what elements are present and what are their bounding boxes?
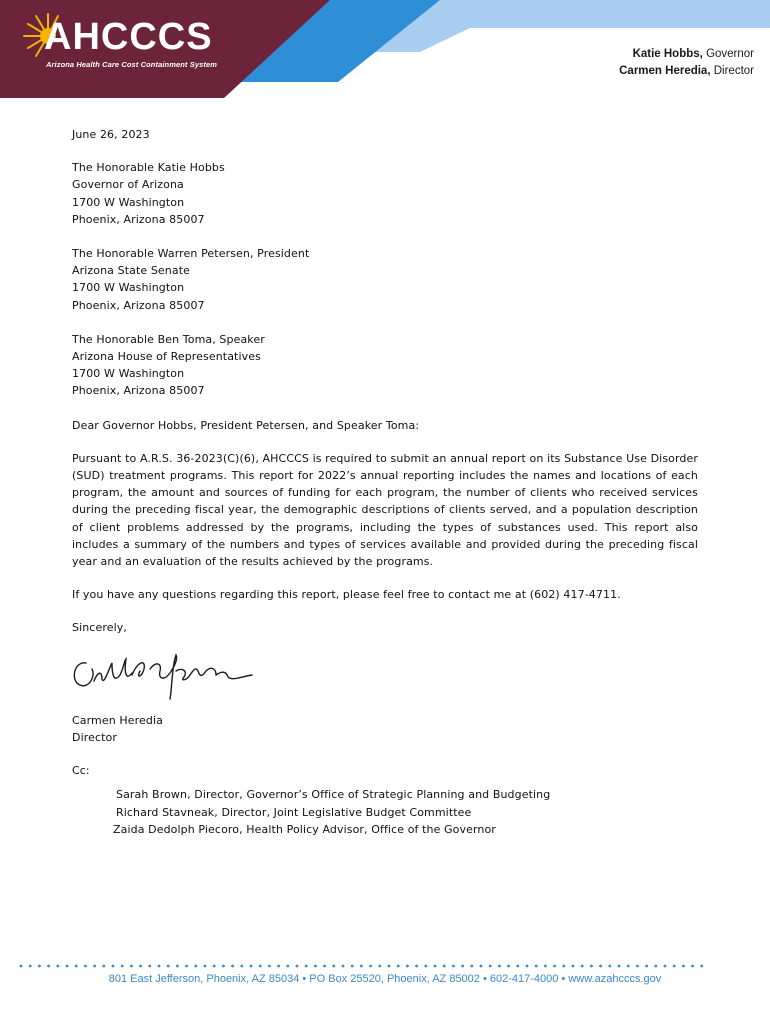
address-line: 1700 W Washington xyxy=(72,195,185,209)
footer-dot xyxy=(654,965,657,968)
footer-dot xyxy=(268,965,271,968)
footer-dot xyxy=(452,965,455,968)
footer-dot xyxy=(323,965,326,968)
footer-dot xyxy=(618,965,621,968)
governor-name: Katie Hobbs, xyxy=(632,48,703,60)
director-title: Director xyxy=(713,65,754,77)
footer-dot xyxy=(121,965,124,968)
footer-dot xyxy=(47,965,50,968)
footer-dot xyxy=(535,965,538,968)
footer-dot xyxy=(636,965,639,968)
handwritten-signature xyxy=(66,641,256,703)
footer-dot xyxy=(553,965,556,968)
cc-list xyxy=(113,786,698,838)
footer-dot xyxy=(130,965,133,968)
footer-dot xyxy=(20,965,23,968)
footer-dot xyxy=(204,965,207,968)
footer-dot xyxy=(489,965,492,968)
footer-dot xyxy=(286,965,289,968)
address-line: 1700 W Washington xyxy=(72,281,185,295)
footer-dot xyxy=(691,965,694,968)
footer-dot xyxy=(167,965,170,968)
footer-address: 801 East Jefferson, Phoenix, AZ 85034 • PO Box 25520, Phoenix, AZ 85002 • 602-417-4000 • www.azahcccs.gov xyxy=(108,973,662,985)
contact-paragraph: If you have any questions regarding this report, please feel free to contact me at (602) 417-4711. xyxy=(72,588,621,602)
address-line: Arizona State Senate xyxy=(72,264,190,278)
footer-dot xyxy=(250,965,253,968)
footer-dot xyxy=(369,965,372,968)
footer-dot xyxy=(516,965,519,968)
footer-dot xyxy=(158,965,161,968)
footer-dot xyxy=(599,965,602,968)
footer-dot xyxy=(222,965,225,968)
official-director xyxy=(619,63,754,80)
footer-dot xyxy=(572,965,575,968)
footer-dot xyxy=(470,965,473,968)
address-line: Governor of Arizona xyxy=(72,178,184,192)
footer-dot xyxy=(332,965,335,968)
footer-dot xyxy=(75,965,78,968)
signer-title: Director xyxy=(72,731,117,745)
footer-dot xyxy=(194,965,197,968)
footer-dot xyxy=(406,965,409,968)
recipient-address-toma xyxy=(72,331,698,400)
footer-dot xyxy=(139,965,142,968)
footer-dot xyxy=(673,965,676,968)
director-name: Carmen Heredia, xyxy=(619,65,711,77)
footer-dot xyxy=(562,965,565,968)
footer-dot xyxy=(29,965,32,968)
recipient-address-hobbs xyxy=(72,159,698,228)
footer-dot xyxy=(544,965,547,968)
footer-dot xyxy=(148,965,151,968)
closing: Sincerely, xyxy=(72,621,127,635)
cc-recipient: Zaida Dedolph Piecoro, Health Policy Advisor, Office of the Governor xyxy=(113,822,496,836)
footer-dot xyxy=(664,965,667,968)
footer-dot xyxy=(682,965,685,968)
footer-dot xyxy=(360,965,363,968)
footer-dot xyxy=(700,965,703,968)
footer-dot xyxy=(608,965,611,968)
address-line: Phoenix, Arizona 85007 xyxy=(72,212,205,226)
footer-dot xyxy=(434,965,437,968)
cc-recipient: Sarah Brown, Director, Governor’s Office of Strategic Planning and Budgeting xyxy=(116,788,551,802)
footer-dot xyxy=(213,965,216,968)
letter-date: June 26, 2023 xyxy=(72,128,150,141)
address-line: Phoenix, Arizona 85007 xyxy=(72,298,205,312)
letterhead xyxy=(0,0,770,100)
footer-dot xyxy=(415,965,418,968)
letter-body xyxy=(72,126,698,838)
footer-dot xyxy=(342,965,345,968)
salutation: Dear Governor Hobbs, President Petersen, and Speaker Toma: xyxy=(72,418,420,432)
footer-dot xyxy=(424,965,427,968)
footer-dot xyxy=(443,965,446,968)
footer-dot xyxy=(627,965,630,968)
address-line: The Honorable Ben Toma, Speaker xyxy=(72,332,265,346)
footer-dot xyxy=(526,965,529,968)
footer-dot xyxy=(498,965,501,968)
footer-dot xyxy=(480,965,483,968)
body-paragraph: Pursuant to A.R.S. 36-2023(C)(6), AHCCCS is required to submit an annual report on its Substance Use Disorder (SUD) treatment programs. This report for 2022’s annual reporting includes the names and locations of each program, the amount and sources of funding for each program, the number of clients who received services during the preceding fiscal year, the demographic descriptions of clients served, and a population description of client problems addressed by the programs, including the types of substances used. This report also includes a summary of the numbers and types of services available and provided during the preceding fiscal year and an evaluation of the results achieved by the programs. xyxy=(72,451,698,569)
footer-dot xyxy=(645,965,648,968)
footer-dot xyxy=(461,965,464,968)
agency-logo-text: AHCCCS xyxy=(44,16,213,58)
footer-dot xyxy=(176,965,179,968)
footer-dot xyxy=(388,965,391,968)
cc-recipient: Richard Stavneak, Director, Joint Legislative Budget Committee xyxy=(116,805,472,819)
footer-dot xyxy=(259,965,262,968)
footer-dot xyxy=(314,965,317,968)
footer-dot xyxy=(231,965,234,968)
address-line: Arizona House of Representatives xyxy=(72,350,261,364)
official-governor xyxy=(619,46,754,63)
address-line: The Honorable Katie Hobbs xyxy=(72,161,225,175)
footer-dot xyxy=(38,965,41,968)
footer-dot xyxy=(56,965,59,968)
footer-dot xyxy=(102,965,105,968)
footer-dot xyxy=(112,965,115,968)
footer-dotted-rule xyxy=(18,962,708,970)
signature-block xyxy=(72,712,698,746)
footer-dot xyxy=(296,965,299,968)
recipient-address-petersen xyxy=(72,245,698,314)
footer-dot xyxy=(240,965,243,968)
footer-dot xyxy=(66,965,69,968)
footer-dot xyxy=(277,965,280,968)
signer-name: Carmen Heredia xyxy=(72,713,163,727)
address-line: Phoenix, Arizona 85007 xyxy=(72,384,205,398)
footer-dot xyxy=(378,965,381,968)
governor-title: Governor xyxy=(706,48,754,60)
address-line: 1700 W Washington xyxy=(72,367,185,381)
cc-label: Cc: xyxy=(72,764,90,778)
footer-dot xyxy=(93,965,96,968)
footer-dot xyxy=(84,965,87,968)
footer-dot xyxy=(305,965,308,968)
footer-dot xyxy=(507,965,510,968)
footer-dot xyxy=(581,965,584,968)
agency-logo-subtitle: Arizona Health Care Cost Containment System xyxy=(46,60,217,69)
address-line: The Honorable Warren Petersen, President xyxy=(72,247,310,261)
footer-dot xyxy=(590,965,593,968)
officials-block xyxy=(619,46,754,80)
footer-dot xyxy=(351,965,354,968)
footer-dot xyxy=(397,965,400,968)
footer-dot xyxy=(185,965,188,968)
